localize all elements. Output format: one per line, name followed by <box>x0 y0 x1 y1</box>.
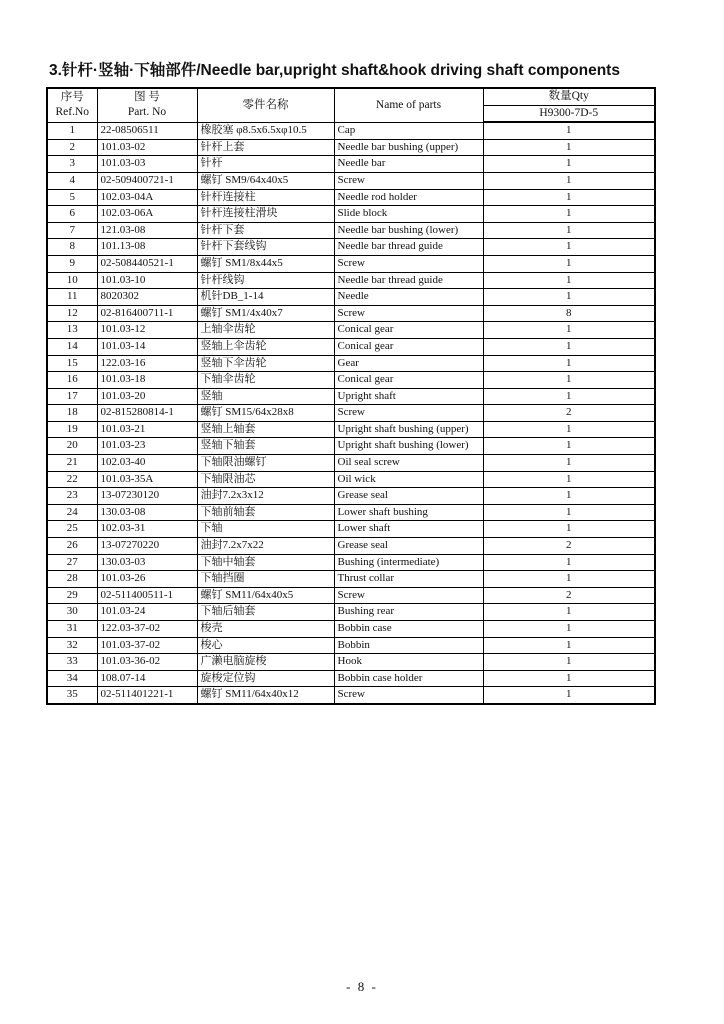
row-ref-no: 3 <box>47 156 97 173</box>
row-name-en: Lower shaft bushing <box>334 504 483 521</box>
row-part-no: 13-07270220 <box>97 538 197 555</box>
row-name-en: Needle bar thread guide <box>334 239 483 256</box>
parts-table-body <box>47 122 655 704</box>
row-name-cn: 油封7.2x3x12 <box>197 488 334 505</box>
row-ref-no: 20 <box>47 438 97 455</box>
row-name-en: Conical gear <box>334 338 483 355</box>
row-part-no: 02-509400721-1 <box>97 172 197 189</box>
row-ref-no: 9 <box>47 255 97 272</box>
row-qty: 1 <box>483 156 655 173</box>
row-name-en: Needle bar <box>334 156 483 173</box>
row-name-cn: 竖轴 <box>197 388 334 405</box>
row-part-no: 101.03-14 <box>97 338 197 355</box>
row-ref-no: 16 <box>47 372 97 389</box>
row-qty: 1 <box>483 189 655 206</box>
row-name-en: Bobbin case <box>334 621 483 638</box>
row-part-no: 13-07230120 <box>97 488 197 505</box>
header-part-en: Part. No <box>127 106 167 119</box>
row-qty: 1 <box>483 621 655 638</box>
row-part-no: 101.03-10 <box>97 272 197 289</box>
table-row <box>47 172 655 189</box>
header-ref-cn: 序号 <box>60 90 84 103</box>
row-qty: 1 <box>483 637 655 654</box>
row-part-no: 101.03-20 <box>97 388 197 405</box>
row-part-no: 130.03-08 <box>97 504 197 521</box>
table-row <box>47 305 655 322</box>
table-row <box>47 289 655 306</box>
table-row <box>47 255 655 272</box>
row-name-en: Upright shaft bushing (lower) <box>334 438 483 455</box>
row-name-cn: 竖轴下伞齿轮 <box>197 355 334 372</box>
row-name-en: Conical gear <box>334 322 483 339</box>
table-row <box>47 670 655 687</box>
row-name-cn: 下轴挡圈 <box>197 571 334 588</box>
row-qty: 1 <box>483 172 655 189</box>
row-part-no: 102.03-31 <box>97 521 197 538</box>
row-part-no: 122.03-16 <box>97 355 197 372</box>
table-row <box>47 504 655 521</box>
table-row <box>47 338 655 355</box>
row-ref-no: 21 <box>47 455 97 472</box>
row-name-en: Screw <box>334 305 483 322</box>
header-ref-no <box>47 88 97 122</box>
row-name-cn: 下轴限油螺钉 <box>197 455 334 472</box>
row-name-en: Screw <box>334 405 483 422</box>
row-part-no: 101.03-26 <box>97 571 197 588</box>
row-ref-no: 13 <box>47 322 97 339</box>
row-name-cn: 针杆上套 <box>197 139 334 156</box>
row-part-no: 121.03-08 <box>97 222 197 239</box>
row-qty: 1 <box>483 687 655 704</box>
row-part-no: 130.03-03 <box>97 554 197 571</box>
table-row <box>47 355 655 372</box>
table-row <box>47 455 655 472</box>
row-name-en: Gear <box>334 355 483 372</box>
table-row <box>47 587 655 604</box>
row-ref-no: 34 <box>47 670 97 687</box>
row-name-cn: 螺钉 SM1/4x40x7 <box>197 305 334 322</box>
row-name-en: Needle rod holder <box>334 189 483 206</box>
row-part-no: 02-511400511-1 <box>97 587 197 604</box>
row-ref-no: 4 <box>47 172 97 189</box>
row-part-no: 02-511401221-1 <box>97 687 197 704</box>
table-row <box>47 654 655 671</box>
row-ref-no: 23 <box>47 488 97 505</box>
row-name-en: Screw <box>334 255 483 272</box>
row-name-cn: 广濑电脑旋梭 <box>197 654 334 671</box>
row-qty: 1 <box>483 521 655 538</box>
row-name-en: Conical gear <box>334 372 483 389</box>
row-name-cn: 针杆线钩 <box>197 272 334 289</box>
row-ref-no: 27 <box>47 554 97 571</box>
row-ref-no: 22 <box>47 471 97 488</box>
row-name-en: Lower shaft <box>334 521 483 538</box>
row-name-cn: 螺钉 SM11/64x40x12 <box>197 687 334 704</box>
row-name-cn: 针杆连接柱滑块 <box>197 206 334 223</box>
row-name-cn: 竖轴上轴套 <box>197 421 334 438</box>
row-part-no: 8020302 <box>97 289 197 306</box>
row-name-cn: 油封7.2x7x22 <box>197 538 334 555</box>
row-part-no: 101.03-03 <box>97 156 197 173</box>
row-qty: 1 <box>483 471 655 488</box>
row-ref-no: 31 <box>47 621 97 638</box>
row-qty: 1 <box>483 438 655 455</box>
row-name-en: Upright shaft <box>334 388 483 405</box>
row-part-no: 101.03-24 <box>97 604 197 621</box>
row-name-cn: 下轴限油芯 <box>197 471 334 488</box>
row-name-en: Bobbin case holder <box>334 670 483 687</box>
row-part-no: 101.03-21 <box>97 421 197 438</box>
table-row <box>47 621 655 638</box>
page-number: - 8 - <box>346 979 378 994</box>
row-ref-no: 26 <box>47 538 97 555</box>
row-qty: 1 <box>483 255 655 272</box>
row-name-cn: 下轴后轴套 <box>197 604 334 621</box>
row-qty: 1 <box>483 338 655 355</box>
row-qty: 1 <box>483 604 655 621</box>
row-ref-no: 12 <box>47 305 97 322</box>
table-row <box>47 687 655 704</box>
row-qty: 1 <box>483 388 655 405</box>
row-qty: 1 <box>483 322 655 339</box>
table-row <box>47 156 655 173</box>
table-row <box>47 438 655 455</box>
row-part-no: 102.03-04A <box>97 189 197 206</box>
row-part-no: 102.03-40 <box>97 455 197 472</box>
row-part-no: 101.13-08 <box>97 239 197 256</box>
row-ref-no: 33 <box>47 654 97 671</box>
row-ref-no: 7 <box>47 222 97 239</box>
parts-table <box>46 87 656 705</box>
table-row <box>47 538 655 555</box>
header-name-cn: 零件名称 <box>197 88 334 122</box>
row-name-cn: 针杆下套线钩 <box>197 239 334 256</box>
row-name-en: Upright shaft bushing (upper) <box>334 421 483 438</box>
row-name-cn: 机针DB_1-14 <box>197 289 334 306</box>
row-part-no: 101.03-18 <box>97 372 197 389</box>
table-row <box>47 139 655 156</box>
row-qty: 1 <box>483 488 655 505</box>
row-qty: 1 <box>483 372 655 389</box>
row-name-en: Needle <box>334 289 483 306</box>
table-row <box>47 239 655 256</box>
row-qty: 1 <box>483 239 655 256</box>
row-ref-no: 32 <box>47 637 97 654</box>
row-qty: 1 <box>483 122 655 139</box>
row-name-en: Cap <box>334 122 483 139</box>
row-ref-no: 25 <box>47 521 97 538</box>
row-part-no: 101.03-37-02 <box>97 637 197 654</box>
table-row <box>47 405 655 422</box>
row-ref-no: 8 <box>47 239 97 256</box>
row-qty: 1 <box>483 272 655 289</box>
row-name-cn: 下轴前轴套 <box>197 504 334 521</box>
row-part-no: 02-508440521-1 <box>97 255 197 272</box>
row-name-en: Screw <box>334 587 483 604</box>
row-name-en: Screw <box>334 687 483 704</box>
table-row <box>47 388 655 405</box>
row-ref-no: 35 <box>47 687 97 704</box>
row-qty: 1 <box>483 289 655 306</box>
header-name-en: Name of parts <box>334 88 483 122</box>
row-qty: 1 <box>483 421 655 438</box>
row-part-no: 108.07-14 <box>97 670 197 687</box>
row-name-cn: 下轴 <box>197 521 334 538</box>
table-row <box>47 122 655 139</box>
row-qty: 1 <box>483 504 655 521</box>
row-name-cn: 橡胶塞 φ8.5x6.5xφ10.5 <box>197 122 334 139</box>
row-ref-no: 1 <box>47 122 97 139</box>
row-ref-no: 11 <box>47 289 97 306</box>
table-row <box>47 421 655 438</box>
row-name-cn: 旋梭定位钩 <box>197 670 334 687</box>
row-name-cn: 下轴伞齿轮 <box>197 372 334 389</box>
table-row <box>47 206 655 223</box>
row-name-en: Grease seal <box>334 488 483 505</box>
row-qty: 1 <box>483 554 655 571</box>
row-name-en: Needle bar bushing (upper) <box>334 139 483 156</box>
section-title: 3.针杆·竖轴·下轴部件/Needle bar,upright shaft&hook driving shaft components <box>49 62 620 79</box>
row-name-en: Oil wick <box>334 471 483 488</box>
table-row <box>47 222 655 239</box>
row-ref-no: 28 <box>47 571 97 588</box>
row-name-en: Needle bar bushing (lower) <box>334 222 483 239</box>
row-qty: 8 <box>483 305 655 322</box>
row-qty: 2 <box>483 538 655 555</box>
row-qty: 1 <box>483 654 655 671</box>
parts-table-header <box>47 88 655 122</box>
row-name-en: Grease seal <box>334 538 483 555</box>
row-qty: 1 <box>483 670 655 687</box>
row-name-en: Bushing (intermediate) <box>334 554 483 571</box>
table-row <box>47 604 655 621</box>
row-ref-no: 2 <box>47 139 97 156</box>
row-name-cn: 竖轴上伞齿轮 <box>197 338 334 355</box>
row-qty: 1 <box>483 139 655 156</box>
row-name-cn: 梭心 <box>197 637 334 654</box>
row-qty: 1 <box>483 455 655 472</box>
row-ref-no: 30 <box>47 604 97 621</box>
row-name-en: Oil seal screw <box>334 455 483 472</box>
row-name-cn: 竖轴下轴套 <box>197 438 334 455</box>
row-name-cn: 螺钉 SM11/64x40x5 <box>197 587 334 604</box>
row-ref-no: 15 <box>47 355 97 372</box>
row-ref-no: 29 <box>47 587 97 604</box>
row-qty: 2 <box>483 587 655 604</box>
row-part-no: 101.03-35A <box>97 471 197 488</box>
row-name-en: Needle bar thread guide <box>334 272 483 289</box>
table-row <box>47 322 655 339</box>
row-qty: 1 <box>483 355 655 372</box>
row-ref-no: 14 <box>47 338 97 355</box>
table-row <box>47 372 655 389</box>
row-name-en: Slide block <box>334 206 483 223</box>
row-part-no: 02-815280814-1 <box>97 405 197 422</box>
header-ref-en: Ref.No <box>55 106 90 119</box>
row-name-en: Bushing rear <box>334 604 483 621</box>
table-row <box>47 272 655 289</box>
header-model: H9300-7D-5 <box>483 105 655 122</box>
row-part-no: 101.03-12 <box>97 322 197 339</box>
row-name-cn: 下轴中轴套 <box>197 554 334 571</box>
row-part-no: 101.03-02 <box>97 139 197 156</box>
row-name-en: Bobbin <box>334 637 483 654</box>
row-part-no: 101.03-36-02 <box>97 654 197 671</box>
table-row <box>47 521 655 538</box>
row-part-no: 101.03-23 <box>97 438 197 455</box>
row-ref-no: 6 <box>47 206 97 223</box>
row-ref-no: 10 <box>47 272 97 289</box>
row-qty: 1 <box>483 571 655 588</box>
row-qty: 2 <box>483 405 655 422</box>
row-part-no: 122.03-37-02 <box>97 621 197 638</box>
row-ref-no: 24 <box>47 504 97 521</box>
row-name-cn: 针杆连接柱 <box>197 189 334 206</box>
row-name-cn: 针杆下套 <box>197 222 334 239</box>
row-qty: 1 <box>483 222 655 239</box>
row-name-cn: 螺钉 SM1/8x44x5 <box>197 255 334 272</box>
row-name-cn: 梭壳 <box>197 621 334 638</box>
row-part-no: 102.03-06A <box>97 206 197 223</box>
row-qty: 1 <box>483 206 655 223</box>
table-row <box>47 471 655 488</box>
row-name-cn: 上轴伞齿轮 <box>197 322 334 339</box>
row-ref-no: 17 <box>47 388 97 405</box>
header-part-no <box>97 88 197 122</box>
row-name-en: Screw <box>334 172 483 189</box>
table-row <box>47 637 655 654</box>
row-part-no: 02-816400711-1 <box>97 305 197 322</box>
row-name-en: Thrust collar <box>334 571 483 588</box>
row-part-no: 22-08506511 <box>97 122 197 139</box>
row-ref-no: 5 <box>47 189 97 206</box>
row-ref-no: 19 <box>47 421 97 438</box>
row-name-cn: 螺钉 SM9/64x40x5 <box>197 172 334 189</box>
row-ref-no: 18 <box>47 405 97 422</box>
table-row <box>47 189 655 206</box>
header-part-cn: 图 号 <box>134 90 160 103</box>
table-row <box>47 554 655 571</box>
row-name-cn: 螺钉 SM15/64x28x8 <box>197 405 334 422</box>
header-qty: 数量Qty <box>483 88 655 105</box>
row-name-en: Hook <box>334 654 483 671</box>
table-row <box>47 488 655 505</box>
table-row <box>47 571 655 588</box>
row-name-cn: 针杆 <box>197 156 334 173</box>
